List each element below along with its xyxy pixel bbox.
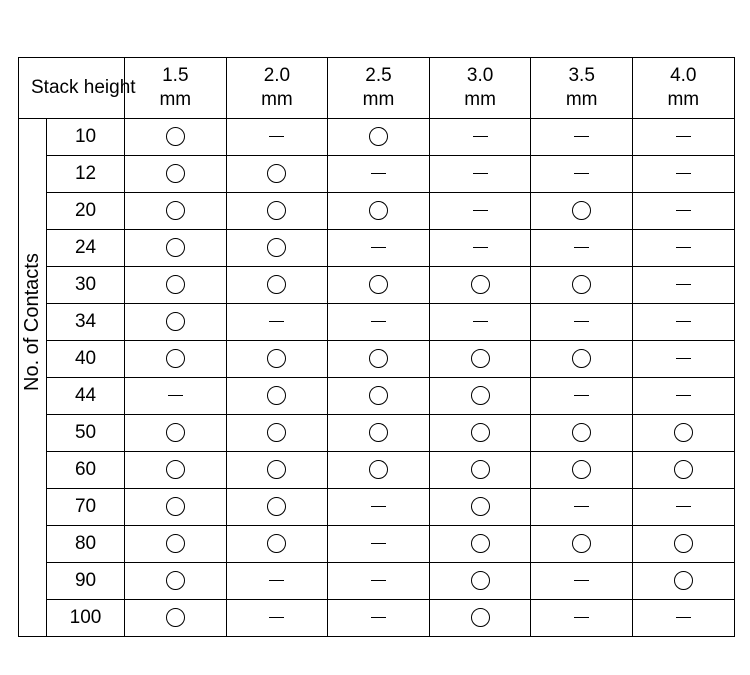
cell-r70-c4.0 bbox=[632, 489, 734, 526]
dash-mark-icon bbox=[574, 580, 589, 581]
circle-mark-icon bbox=[369, 127, 388, 146]
row-header-100: 100 bbox=[47, 600, 125, 637]
dash-mark-icon bbox=[574, 395, 589, 396]
table-row bbox=[19, 600, 735, 637]
column-header-2-unit: mm bbox=[261, 89, 293, 110]
circle-mark-icon bbox=[166, 201, 185, 220]
column-header-1 bbox=[125, 58, 227, 119]
table-row bbox=[19, 489, 735, 526]
cell-r24-c4.0 bbox=[632, 230, 734, 267]
cell-r20-c3.5 bbox=[531, 193, 633, 230]
dash-mark-icon bbox=[269, 136, 284, 137]
cell-r20-c1.5 bbox=[125, 193, 227, 230]
circle-mark-icon bbox=[166, 460, 185, 479]
cell-r34-c3.5 bbox=[531, 304, 633, 341]
column-header-3 bbox=[328, 58, 430, 119]
cell-r24-c2.0 bbox=[226, 230, 328, 267]
cell-r44-c2.5 bbox=[328, 378, 430, 415]
column-header-6-unit: mm bbox=[667, 89, 700, 110]
row-header-10: 10 bbox=[47, 119, 125, 156]
row-header-24: 24 bbox=[47, 230, 125, 267]
dash-mark-icon bbox=[676, 247, 691, 248]
circle-mark-icon bbox=[674, 460, 693, 479]
dash-mark-icon bbox=[574, 506, 589, 507]
cell-r50-c3.5 bbox=[531, 415, 633, 452]
dash-mark-icon bbox=[676, 358, 691, 359]
cell-r12-c3.0 bbox=[429, 156, 531, 193]
cell-r20-c2.5 bbox=[328, 193, 430, 230]
cell-r44-c3.5 bbox=[531, 378, 633, 415]
cell-r24-c2.5 bbox=[328, 230, 430, 267]
circle-mark-icon bbox=[267, 386, 286, 405]
table-row bbox=[19, 304, 735, 341]
cell-r90-c4.0 bbox=[632, 563, 734, 600]
cell-r12-c2.5 bbox=[328, 156, 430, 193]
circle-mark-icon bbox=[166, 275, 185, 294]
circle-mark-icon bbox=[471, 349, 490, 368]
column-header-4 bbox=[429, 58, 531, 119]
circle-mark-icon bbox=[267, 164, 286, 183]
column-header-2 bbox=[226, 58, 328, 119]
circle-mark-icon bbox=[267, 238, 286, 257]
cell-r60-c3.5 bbox=[531, 452, 633, 489]
dash-mark-icon bbox=[676, 136, 691, 137]
cell-r40-c3.5 bbox=[531, 341, 633, 378]
cell-r10-c2.5 bbox=[328, 119, 430, 156]
cell-r40-c4.0 bbox=[632, 341, 734, 378]
cell-r100-c2.0 bbox=[226, 600, 328, 637]
column-header-5-unit: mm bbox=[565, 89, 598, 110]
cell-r20-c2.0 bbox=[226, 193, 328, 230]
dash-mark-icon bbox=[269, 321, 284, 322]
circle-mark-icon bbox=[267, 201, 286, 220]
table-row bbox=[19, 193, 735, 230]
row-header-60: 60 bbox=[47, 452, 125, 489]
circle-mark-icon bbox=[572, 423, 591, 442]
dash-mark-icon bbox=[371, 506, 386, 507]
cell-r60-c4.0 bbox=[632, 452, 734, 489]
cell-r60-c1.5 bbox=[125, 452, 227, 489]
cell-r100-c4.0 bbox=[632, 600, 734, 637]
circle-mark-icon bbox=[166, 534, 185, 553]
row-header-70: 70 bbox=[47, 489, 125, 526]
column-header-4-unit: mm bbox=[464, 89, 496, 110]
row-header-30: 30 bbox=[47, 267, 125, 304]
cell-r90-c2.0 bbox=[226, 563, 328, 600]
dash-mark-icon bbox=[473, 173, 488, 174]
cell-r10-c1.5 bbox=[125, 119, 227, 156]
cell-r44-c3.0 bbox=[429, 378, 531, 415]
circle-mark-icon bbox=[471, 571, 490, 590]
circle-mark-icon bbox=[166, 497, 185, 516]
cell-r24-c1.5 bbox=[125, 230, 227, 267]
column-header-6-value: 4.0 bbox=[670, 65, 697, 87]
cell-r20-c3.0 bbox=[429, 193, 531, 230]
cell-r40-c2.5 bbox=[328, 341, 430, 378]
circle-mark-icon bbox=[166, 312, 185, 331]
circle-mark-icon bbox=[471, 460, 490, 479]
cell-r50-c2.0 bbox=[226, 415, 328, 452]
dash-mark-icon bbox=[676, 506, 691, 507]
cell-r60-c2.5 bbox=[328, 452, 430, 489]
circle-mark-icon bbox=[166, 127, 185, 146]
column-header-5 bbox=[531, 58, 633, 119]
table-row bbox=[19, 452, 735, 489]
corner-header-label: Stack height bbox=[31, 77, 136, 98]
cell-r34-c2.5 bbox=[328, 304, 430, 341]
row-header-12: 12 bbox=[47, 156, 125, 193]
table-body bbox=[19, 119, 735, 637]
circle-mark-icon bbox=[267, 534, 286, 553]
cell-r80-c4.0 bbox=[632, 526, 734, 563]
column-header-3-value: 2.5 bbox=[365, 65, 392, 87]
circle-mark-icon bbox=[572, 275, 591, 294]
cell-r44-c1.5 bbox=[125, 378, 227, 415]
dash-mark-icon bbox=[574, 136, 589, 137]
circle-mark-icon bbox=[572, 460, 591, 479]
dash-mark-icon bbox=[371, 247, 386, 248]
cell-r40-c1.5 bbox=[125, 341, 227, 378]
cell-r44-c4.0 bbox=[632, 378, 734, 415]
circle-mark-icon bbox=[674, 534, 693, 553]
column-header-5-value: 3.5 bbox=[568, 65, 595, 87]
circle-mark-icon bbox=[471, 423, 490, 442]
cell-r44-c2.0 bbox=[226, 378, 328, 415]
cell-r80-c3.5 bbox=[531, 526, 633, 563]
circle-mark-icon bbox=[166, 238, 185, 257]
cell-r30-c3.5 bbox=[531, 267, 633, 304]
cell-r40-c2.0 bbox=[226, 341, 328, 378]
stack-height-contacts-table bbox=[18, 57, 735, 637]
row-header-44: 44 bbox=[47, 378, 125, 415]
table-row bbox=[19, 378, 735, 415]
cell-r70-c2.5 bbox=[328, 489, 430, 526]
circle-mark-icon bbox=[674, 571, 693, 590]
column-header-2-value: 2.0 bbox=[263, 65, 291, 87]
dash-mark-icon bbox=[371, 173, 386, 174]
cell-r50-c2.5 bbox=[328, 415, 430, 452]
cell-r10-c2.0 bbox=[226, 119, 328, 156]
table-row bbox=[19, 119, 735, 156]
cell-r40-c3.0 bbox=[429, 341, 531, 378]
table-row bbox=[19, 341, 735, 378]
dash-mark-icon bbox=[371, 321, 386, 322]
cell-r20-c4.0 bbox=[632, 193, 734, 230]
dash-mark-icon bbox=[574, 321, 589, 322]
circle-mark-icon bbox=[369, 349, 388, 368]
table-row bbox=[19, 415, 735, 452]
cell-r34-c2.0 bbox=[226, 304, 328, 341]
circle-mark-icon bbox=[267, 497, 286, 516]
row-header-20: 20 bbox=[47, 193, 125, 230]
cell-r90-c3.5 bbox=[531, 563, 633, 600]
dash-mark-icon bbox=[473, 247, 488, 248]
cell-r34-c1.5 bbox=[125, 304, 227, 341]
row-axis-label: No. of Contacts bbox=[21, 253, 43, 391]
column-header-3-unit: mm bbox=[362, 89, 395, 110]
circle-mark-icon bbox=[166, 571, 185, 590]
row-axis-header-cell bbox=[19, 119, 47, 637]
dash-mark-icon bbox=[371, 617, 386, 618]
row-header-90: 90 bbox=[47, 563, 125, 600]
cell-r34-c3.0 bbox=[429, 304, 531, 341]
cell-r80-c2.5 bbox=[328, 526, 430, 563]
cell-r90-c3.0 bbox=[429, 563, 531, 600]
circle-mark-icon bbox=[166, 608, 185, 627]
column-header-4-value: 3.0 bbox=[466, 65, 494, 87]
cell-r70-c3.0 bbox=[429, 489, 531, 526]
cell-r12-c3.5 bbox=[531, 156, 633, 193]
circle-mark-icon bbox=[369, 201, 388, 220]
circle-mark-icon bbox=[572, 349, 591, 368]
circle-mark-icon bbox=[267, 275, 286, 294]
table-row bbox=[19, 526, 735, 563]
circle-mark-icon bbox=[267, 349, 286, 368]
row-header-50: 50 bbox=[47, 415, 125, 452]
cell-r90-c2.5 bbox=[328, 563, 430, 600]
cell-r12-c1.5 bbox=[125, 156, 227, 193]
cell-r12-c2.0 bbox=[226, 156, 328, 193]
table-row bbox=[19, 156, 735, 193]
dash-mark-icon bbox=[676, 173, 691, 174]
table-row bbox=[19, 230, 735, 267]
cell-r80-c1.5 bbox=[125, 526, 227, 563]
dash-mark-icon bbox=[676, 284, 691, 285]
compatibility-matrix bbox=[18, 57, 732, 637]
cell-r100-c1.5 bbox=[125, 600, 227, 637]
cell-r30-c3.0 bbox=[429, 267, 531, 304]
cell-r50-c1.5 bbox=[125, 415, 227, 452]
column-header-1-unit: mm bbox=[159, 89, 192, 110]
column-header-6 bbox=[632, 58, 734, 119]
cell-r30-c4.0 bbox=[632, 267, 734, 304]
dash-mark-icon bbox=[676, 321, 691, 322]
circle-mark-icon bbox=[471, 386, 490, 405]
cell-r80-c3.0 bbox=[429, 526, 531, 563]
circle-mark-icon bbox=[166, 349, 185, 368]
circle-mark-icon bbox=[267, 423, 286, 442]
cell-r60-c3.0 bbox=[429, 452, 531, 489]
cell-r90-c1.5 bbox=[125, 563, 227, 600]
table-row bbox=[19, 267, 735, 304]
circle-mark-icon bbox=[166, 423, 185, 442]
cell-r10-c3.0 bbox=[429, 119, 531, 156]
circle-mark-icon bbox=[369, 275, 388, 294]
table-row bbox=[19, 563, 735, 600]
cell-r50-c4.0 bbox=[632, 415, 734, 452]
dash-mark-icon bbox=[168, 395, 183, 396]
circle-mark-icon bbox=[369, 423, 388, 442]
dash-mark-icon bbox=[269, 617, 284, 618]
cell-r30-c2.0 bbox=[226, 267, 328, 304]
cell-r70-c3.5 bbox=[531, 489, 633, 526]
circle-mark-icon bbox=[471, 275, 490, 294]
dash-mark-icon bbox=[473, 136, 488, 137]
cell-r70-c1.5 bbox=[125, 489, 227, 526]
column-header-1-value: 1.5 bbox=[162, 65, 189, 87]
circle-mark-icon bbox=[267, 460, 286, 479]
cell-r70-c2.0 bbox=[226, 489, 328, 526]
table-head bbox=[19, 58, 735, 119]
circle-mark-icon bbox=[572, 201, 591, 220]
cell-r50-c3.0 bbox=[429, 415, 531, 452]
row-header-34: 34 bbox=[47, 304, 125, 341]
dash-mark-icon bbox=[371, 543, 386, 544]
cell-r12-c4.0 bbox=[632, 156, 734, 193]
dash-mark-icon bbox=[676, 395, 691, 396]
row-header-80: 80 bbox=[47, 526, 125, 563]
dash-mark-icon bbox=[371, 580, 386, 581]
dash-mark-icon bbox=[473, 210, 488, 211]
circle-mark-icon bbox=[471, 608, 490, 627]
dash-mark-icon bbox=[676, 210, 691, 211]
dash-mark-icon bbox=[574, 617, 589, 618]
circle-mark-icon bbox=[674, 423, 693, 442]
circle-mark-icon bbox=[471, 497, 490, 516]
cell-r100-c2.5 bbox=[328, 600, 430, 637]
cell-r60-c2.0 bbox=[226, 452, 328, 489]
dash-mark-icon bbox=[574, 247, 589, 248]
header-row bbox=[19, 58, 735, 119]
cell-r80-c2.0 bbox=[226, 526, 328, 563]
dash-mark-icon bbox=[269, 580, 284, 581]
circle-mark-icon bbox=[369, 386, 388, 405]
row-header-40: 40 bbox=[47, 341, 125, 378]
dash-mark-icon bbox=[676, 617, 691, 618]
cell-r10-c4.0 bbox=[632, 119, 734, 156]
cell-r100-c3.5 bbox=[531, 600, 633, 637]
circle-mark-icon bbox=[471, 534, 490, 553]
corner-header-cell bbox=[19, 58, 136, 119]
circle-mark-icon bbox=[369, 460, 388, 479]
cell-r100-c3.0 bbox=[429, 600, 531, 637]
cell-r34-c4.0 bbox=[632, 304, 734, 341]
cell-r10-c3.5 bbox=[531, 119, 633, 156]
circle-mark-icon bbox=[572, 534, 591, 553]
cell-r24-c3.0 bbox=[429, 230, 531, 267]
cell-r30-c1.5 bbox=[125, 267, 227, 304]
dash-mark-icon bbox=[473, 321, 488, 322]
cell-r24-c3.5 bbox=[531, 230, 633, 267]
dash-mark-icon bbox=[574, 173, 589, 174]
cell-r30-c2.5 bbox=[328, 267, 430, 304]
circle-mark-icon bbox=[166, 164, 185, 183]
